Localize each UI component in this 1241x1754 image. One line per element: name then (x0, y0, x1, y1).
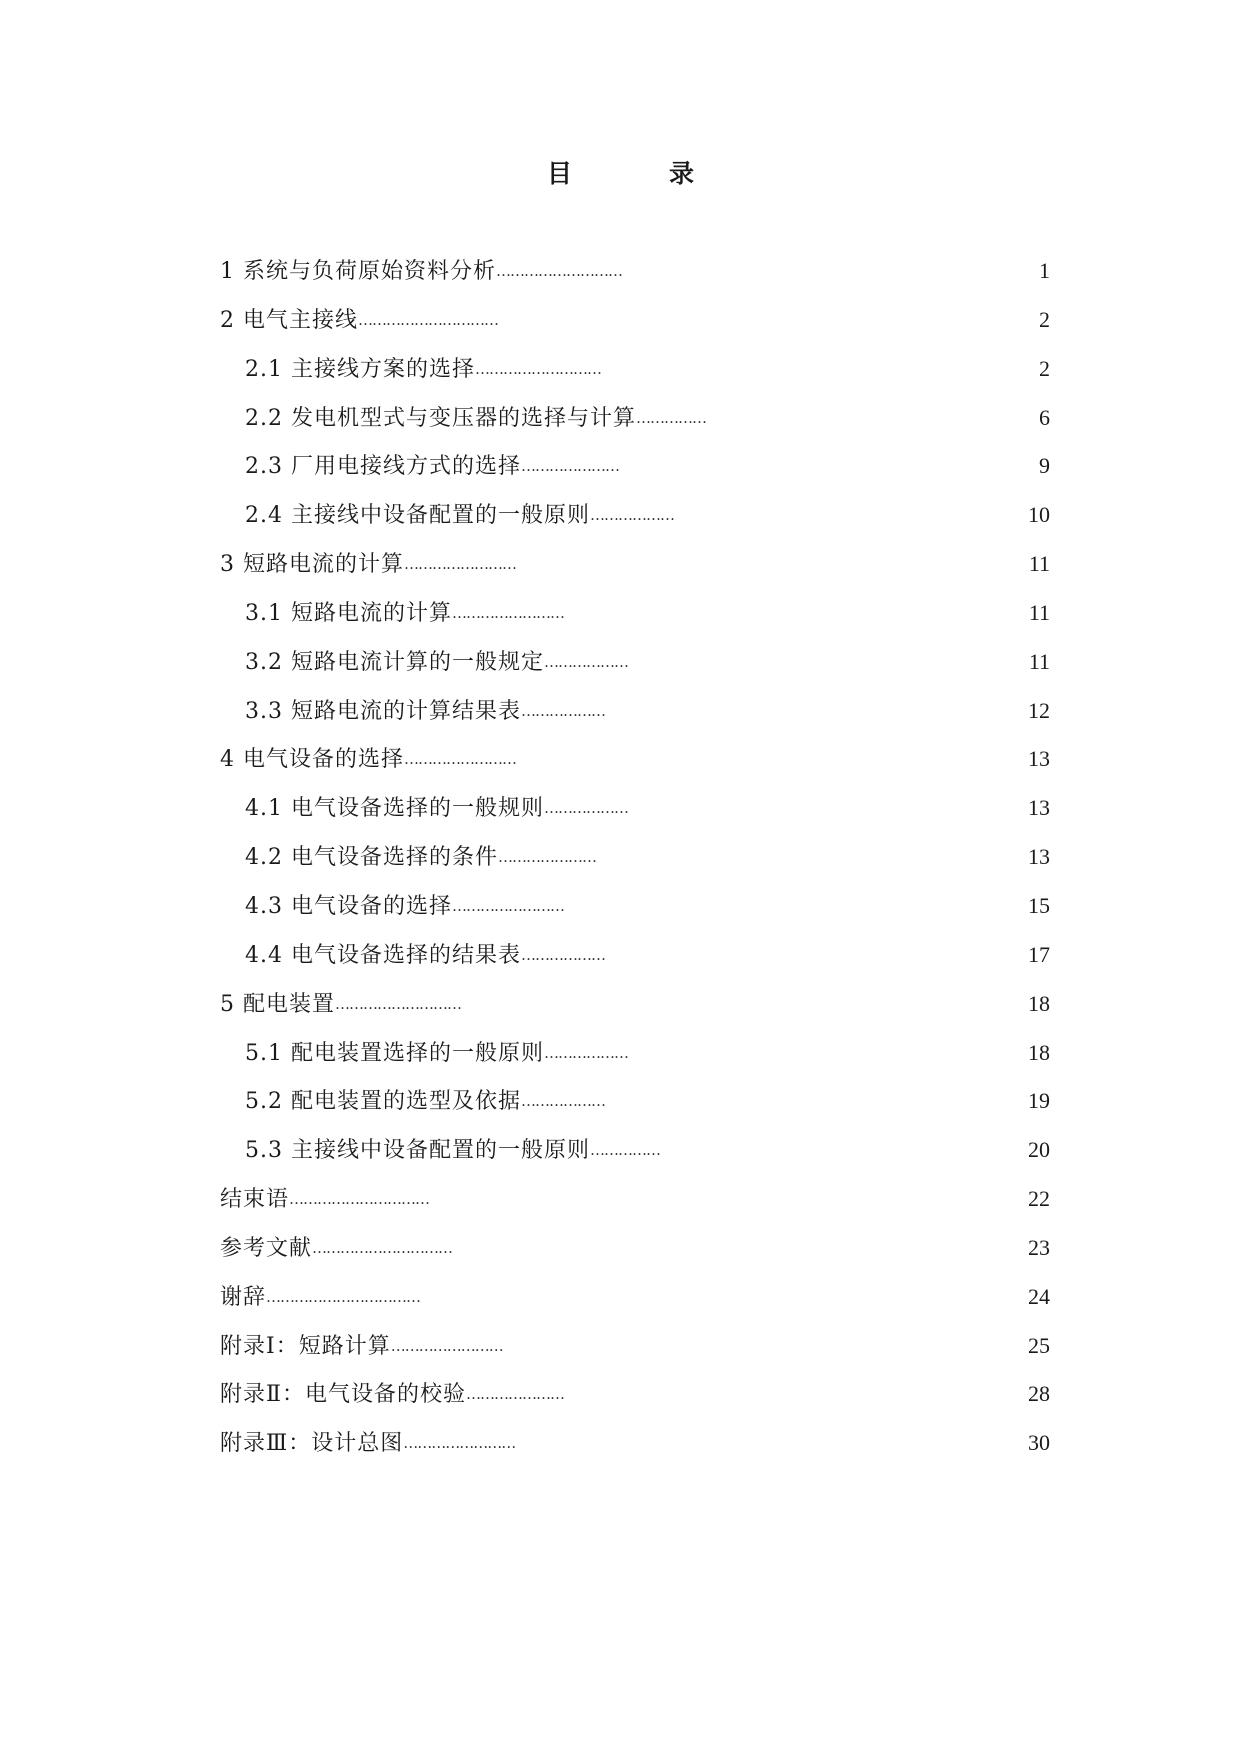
toc-entry-title: 2.1 主接线方案的选择 (245, 356, 475, 382)
toc-leader-dots: ……………… (520, 701, 605, 720)
toc-entry-title: 附录Ⅰ：短路计算 (220, 1333, 391, 1359)
toc-entry[interactable] (220, 1330, 1050, 1379)
toc-entry-title: 5.3 主接线中设备配置的一般原则 (245, 1138, 590, 1164)
toc-entry-title: 附录Ⅱ：电气设备的校验 (220, 1382, 466, 1408)
toc-entry-title: 结束语 (220, 1187, 290, 1213)
toc-leader-dots: ………………………… (358, 310, 498, 329)
toc-leader-dots: ……………… (543, 652, 628, 671)
toc-entry-title: 2.4 主接线中设备配置的一般原则 (245, 503, 590, 529)
toc-entry[interactable] (220, 499, 1050, 548)
toc-entry-title: 4.4 电气设备选择的结果表 (245, 942, 521, 968)
toc-entry[interactable] (220, 1232, 1050, 1281)
toc-leader-dots: ……………… (520, 1092, 605, 1111)
toc-entry-title: 谢辞 (220, 1284, 267, 1310)
toc-leader-dots: ……………………… (474, 359, 601, 378)
toc-page-number: 2 (1039, 355, 1050, 381)
toc-entry[interactable] (220, 1378, 1050, 1427)
toc-page-number: 2 (1039, 306, 1050, 332)
toc-leader-dots: ………………………… (289, 1190, 430, 1209)
toc-entry-title: 附录Ⅲ：设计总图 (220, 1431, 404, 1457)
toc-leader-dots: ………………… (520, 457, 619, 476)
toc-leader-dots: ………………… (465, 1385, 564, 1404)
toc-entry[interactable] (220, 646, 1050, 695)
toc-leader-dots: ………………… (497, 848, 596, 867)
toc-entry[interactable] (220, 402, 1050, 451)
toc-entry[interactable] (220, 597, 1050, 646)
toc-page-number: 20 (1028, 1137, 1050, 1163)
toc-entry[interactable] (220, 939, 1050, 988)
toc-leader-dots: …………………………… (266, 1287, 421, 1306)
toc-entry-title: 1 系统与负荷原始资料分析 (220, 259, 496, 284)
toc-leader-dots: …………………… (451, 603, 564, 622)
toc-page-number: 23 (1028, 1234, 1050, 1260)
toc-entry[interactable] (220, 1037, 1050, 1086)
toc-page-number: 13 (1028, 844, 1050, 870)
toc-entry[interactable] (220, 1427, 1050, 1476)
table-of-contents (220, 255, 1050, 1476)
toc-leader-dots: …………………… (451, 896, 564, 915)
toc-page-number: 17 (1028, 941, 1050, 967)
toc-page-number: 18 (1028, 1039, 1050, 1065)
toc-leader-dots: ……………………… (496, 262, 622, 280)
toc-entry[interactable] (220, 1183, 1050, 1232)
toc-leader-dots: …………………… (390, 1336, 503, 1355)
toc-leader-dots: …………… (635, 408, 706, 427)
toc-entry[interactable] (220, 353, 1050, 402)
toc-entry-title: 3.3 短路电流的计算结果表 (245, 698, 521, 724)
toc-leader-dots: …………… (589, 1141, 660, 1160)
toc-page-number: 10 (1028, 502, 1050, 528)
toc-leader-dots: …………………… (404, 750, 516, 769)
toc-leader-dots: ……………………… (335, 994, 461, 1013)
toc-entry-title: 2 电气主接线 (220, 307, 358, 333)
toc-leader-dots: …………………… (403, 1434, 516, 1453)
toc-entry[interactable] (220, 1085, 1050, 1134)
page-title: 目 录 (546, 159, 730, 188)
toc-entry[interactable] (220, 255, 1050, 304)
toc-leader-dots: ……………… (589, 506, 674, 525)
toc-entry[interactable] (220, 890, 1050, 939)
toc-leader-dots: ……………… (543, 799, 628, 818)
toc-entry-title: 参考文献 (220, 1235, 313, 1261)
toc-page-number: 13 (1028, 746, 1050, 772)
toc-page-number: 13 (1028, 795, 1050, 821)
toc-entry-title: 5 配电装置 (220, 991, 335, 1017)
toc-page-number: 30 (1028, 1430, 1050, 1456)
toc-page-number: 24 (1028, 1283, 1050, 1309)
toc-entry[interactable] (220, 988, 1050, 1037)
toc-page-number: 28 (1028, 1381, 1050, 1407)
toc-entry[interactable] (220, 695, 1050, 744)
toc-leader-dots: ……………… (543, 1043, 628, 1062)
toc-page-number: 19 (1028, 1088, 1050, 1114)
toc-entry-title: 4 电气设备的选择 (220, 747, 404, 773)
toc-entry[interactable] (220, 841, 1050, 890)
toc-entry-title: 4.2 电气设备选择的条件 (245, 845, 498, 871)
toc-entry-title: 5.2 配电装置的选型及依据 (245, 1089, 521, 1115)
toc-entry-title: 5.1 配电装置选择的一般原则 (245, 1040, 544, 1066)
toc-entry-title: 3 短路电流的计算 (220, 552, 404, 578)
toc-entry-title: 4.3 电气设备的选择 (245, 893, 452, 919)
toc-entry[interactable] (220, 743, 1050, 792)
toc-page-number: 11 (1028, 599, 1050, 625)
toc-page-number: 15 (1028, 892, 1050, 918)
toc-entry[interactable] (220, 1134, 1050, 1183)
toc-entry-title: 2.3 厂用电接线方式的选择 (245, 454, 521, 480)
toc-entry[interactable] (220, 450, 1050, 499)
toc-entry-title: 3.2 短路电流计算的一般规定 (245, 649, 544, 675)
toc-leader-dots: ………………………… (312, 1238, 453, 1257)
toc-entry-title: 4.1 电气设备选择的一般规则 (245, 796, 544, 822)
toc-entry[interactable] (220, 548, 1050, 597)
toc-page-number: 25 (1028, 1332, 1050, 1358)
toc-page-number: 22 (1028, 1186, 1050, 1212)
toc-page-number: 1 (1039, 258, 1050, 283)
toc-page-number: 18 (1028, 990, 1050, 1016)
toc-leader-dots: …………………… (404, 555, 516, 574)
toc-entry[interactable] (220, 792, 1050, 841)
toc-page-number: 12 (1028, 697, 1050, 723)
toc-entry-title: 3.1 短路电流的计算 (245, 600, 452, 626)
toc-entry-title: 2.2 发电机型式与变压器的选择与计算 (245, 405, 636, 431)
toc-entry[interactable] (220, 304, 1050, 353)
toc-page-number: 11 (1028, 551, 1050, 577)
toc-page-number: 11 (1028, 648, 1050, 674)
toc-page-number: 6 (1039, 404, 1050, 430)
toc-leader-dots: ……………… (520, 945, 605, 964)
toc-entry[interactable] (220, 1281, 1050, 1330)
toc-page-number: 9 (1039, 453, 1050, 479)
